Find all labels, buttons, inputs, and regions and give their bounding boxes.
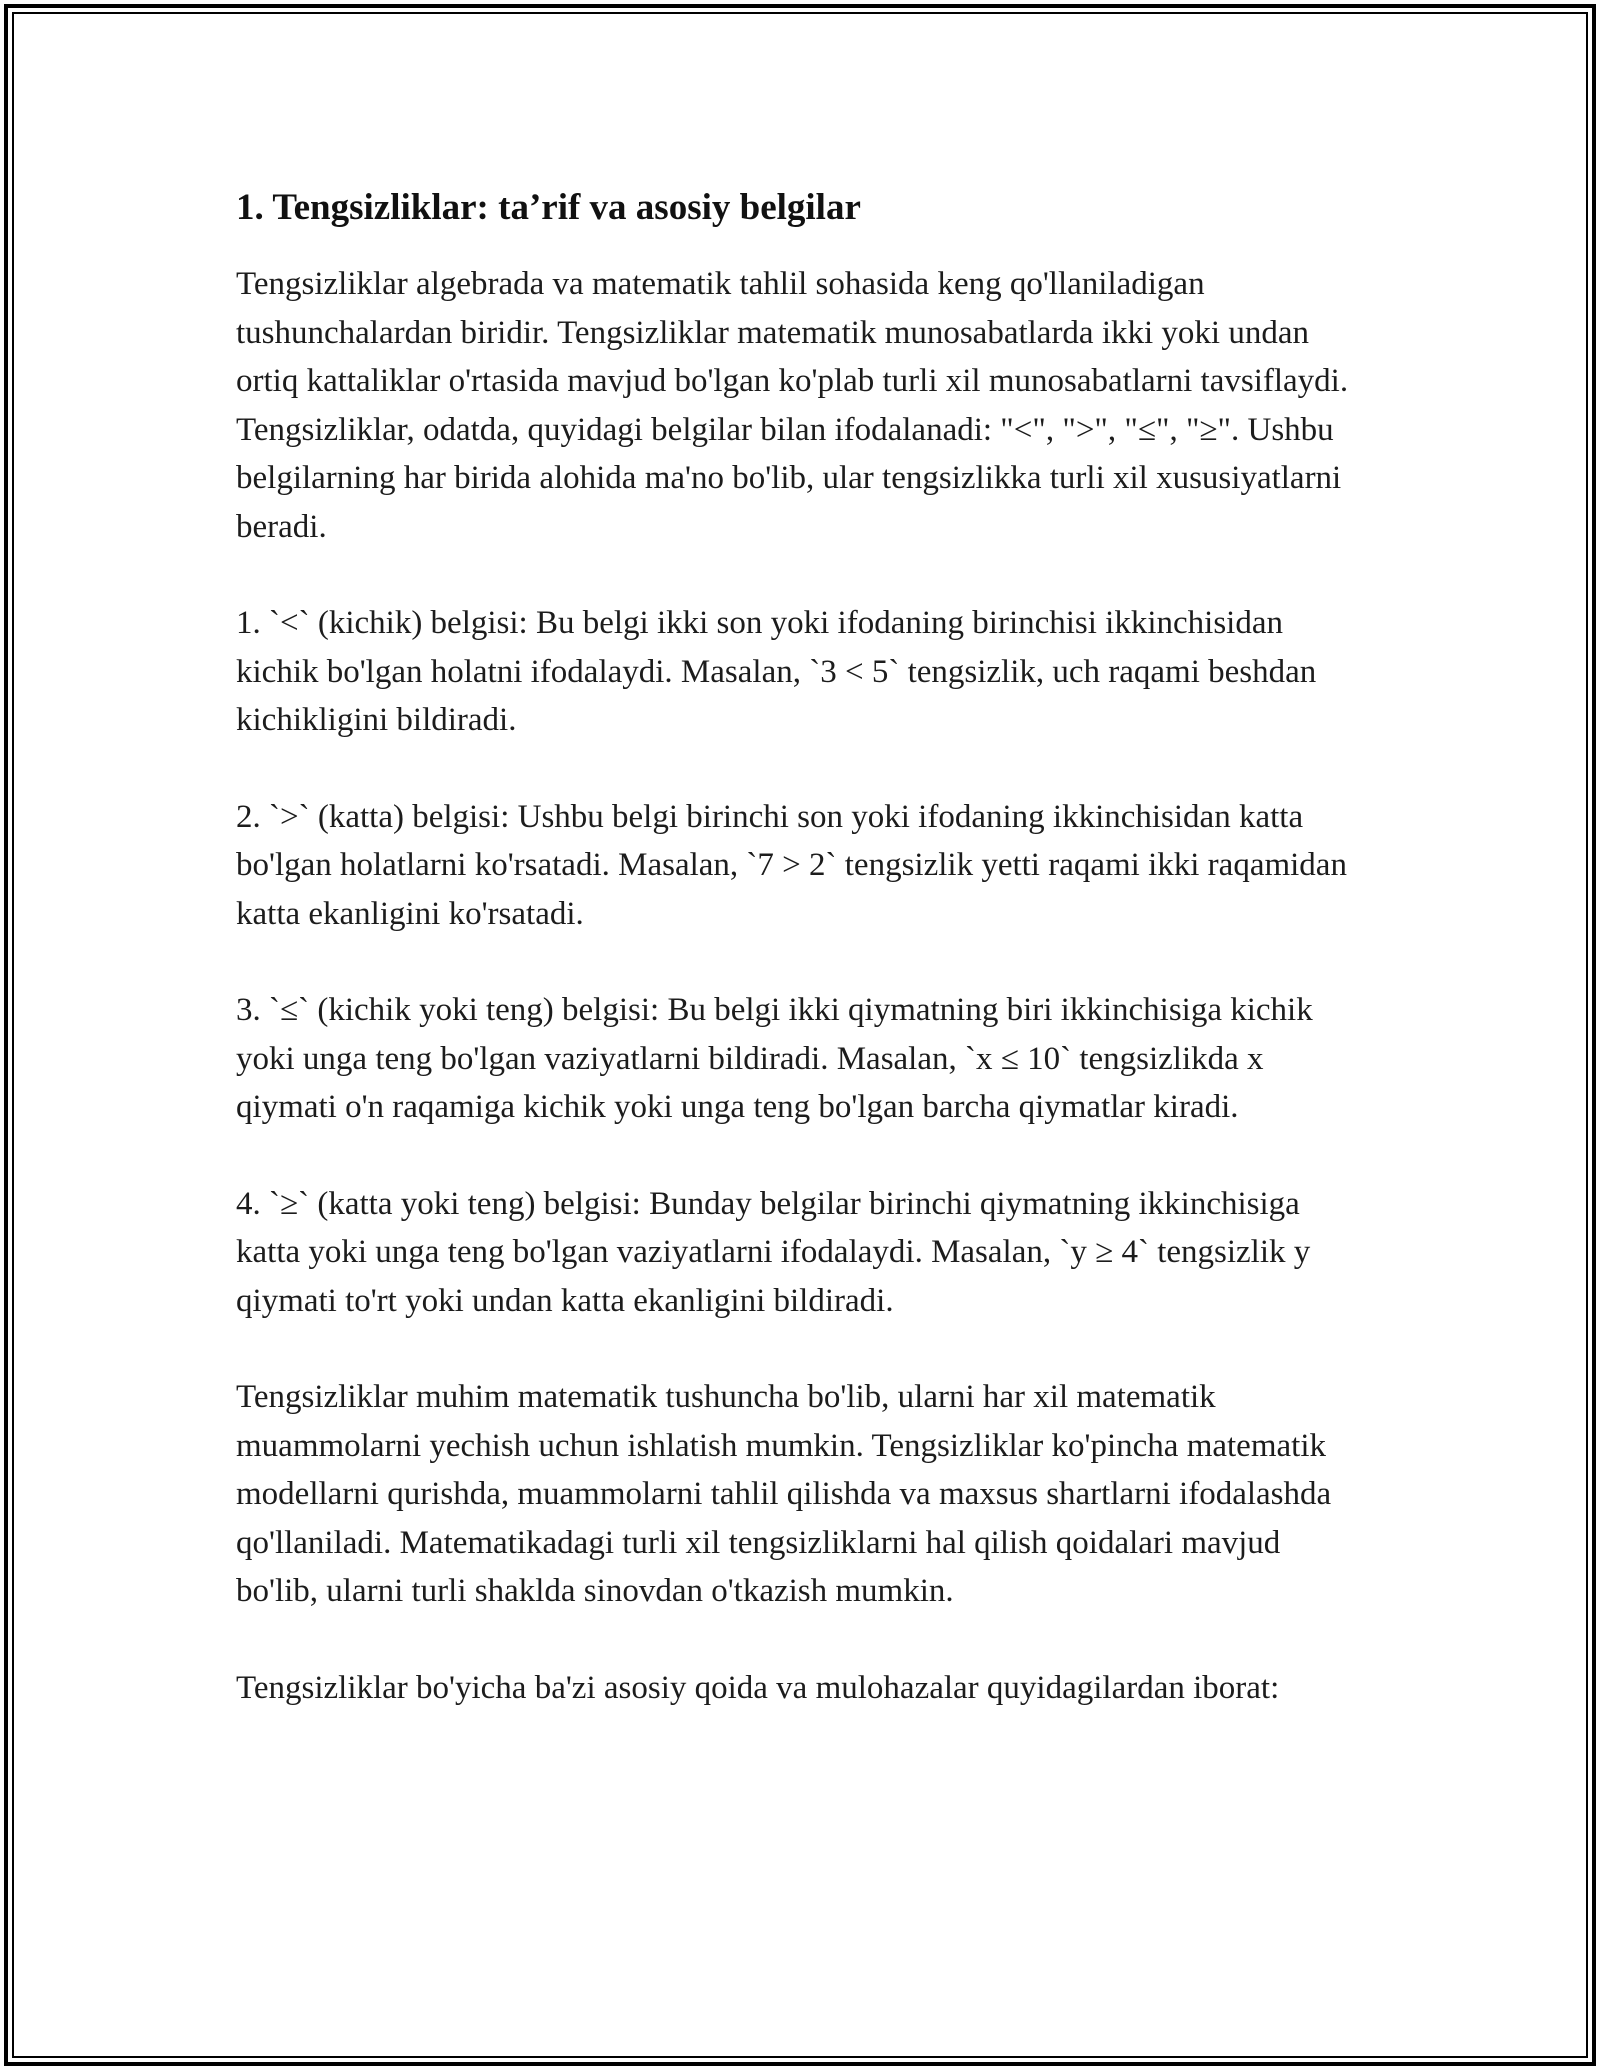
closing-paragraph: Tengsizliklar bo'yicha ba'zi asosiy qoida va mulohazalar quyidagilardan iborat:: [236, 1669, 1280, 1706]
summary-paragraph: Tengsizliklar muhim matematik tushuncha bo'lib, ularni har xil matematik muammolarni yechish uchun ishlatish mumkin. Tengsizliklar ko'pincha matematik modellarni qurishda, muammolarni tahlil qilishda va maxsus shartlarni ifodalashda qo'llaniladi. Matematikadagi turli xil tengsizliklarni hal qilish qoidalari mavjud bo'lib, ularni turli shaklda sinovdan o'tkazish mumkin.: [236, 1379, 1332, 1609]
document-body: [236, 186, 1366, 1712]
section-heading: 1. Tengsizliklar: ta’rif va asosiy belgilar: [236, 187, 861, 228]
list-item-less-or-equal: 3. `≤` (kichik yoki teng) belgisi: Bu belgi ikki qiymatning biri ikkinchisiga kichik yoki unga teng bo'lgan vaziyatlarni bildiradi. Masalan, `x ≤ 10` tengsizlikda x qiymati o'n raqamiga kichik yoki unga teng bo'lgan barcha qiymatlar kiradi.: [236, 992, 1313, 1125]
list-item-greater-than: 2. `>` (katta) belgisi: Ushbu belgi birinchi son yoki ifodaning ikkinchisidan katta bo'lgan holatlarni ko'rsatadi. Masalan, `7 > 2` tengsizlik yetti raqami ikki raqamidan katta ekanligini ko'rsatadi.: [236, 798, 1347, 932]
list-item-greater-or-equal: 4. `≥` (katta yoki teng) belgisi: Bunday belgilar birinchi qiymatning ikkinchisiga katta yoki unga teng bo'lgan vaziyatlarni ifodalaydi. Masalan, `y ≥ 4` tengsizlik y qiymati to'rt yoki undan katta ekanligini bildiradi.: [236, 1185, 1311, 1319]
list-item-less-than: 1. `<` (kichik) belgisi: Bu belgi ikki son yoki ifodaning birinchisi ikkinchisidan kichik bo'lgan holatni ifodalaydi. Masalan, `3 < 5` tengsizlik, uch raqami beshdan kichikligini bildiradi.: [236, 605, 1317, 738]
intro-paragraph: Tengsizliklar algebrada va matematik tahlil sohasida keng qo'llaniladigan tushunchalardan biridir. Tengsizliklar matematik munosabatlarda ikki yoki undan ortiq kattaliklar o'rtasida mavjud bo'lgan ko'plab turli xil munosabatlarni tavsiflaydi. Tengsizliklar, odatda, quyidagi belgilar bilan ifodalanadi: "<", ">", "≤", "≥". Ushbu belgilarning har birida alohida ma'no bo'lib, ular tengsizlikka turli xil xususiyatlarni beradi.: [236, 266, 1349, 545]
